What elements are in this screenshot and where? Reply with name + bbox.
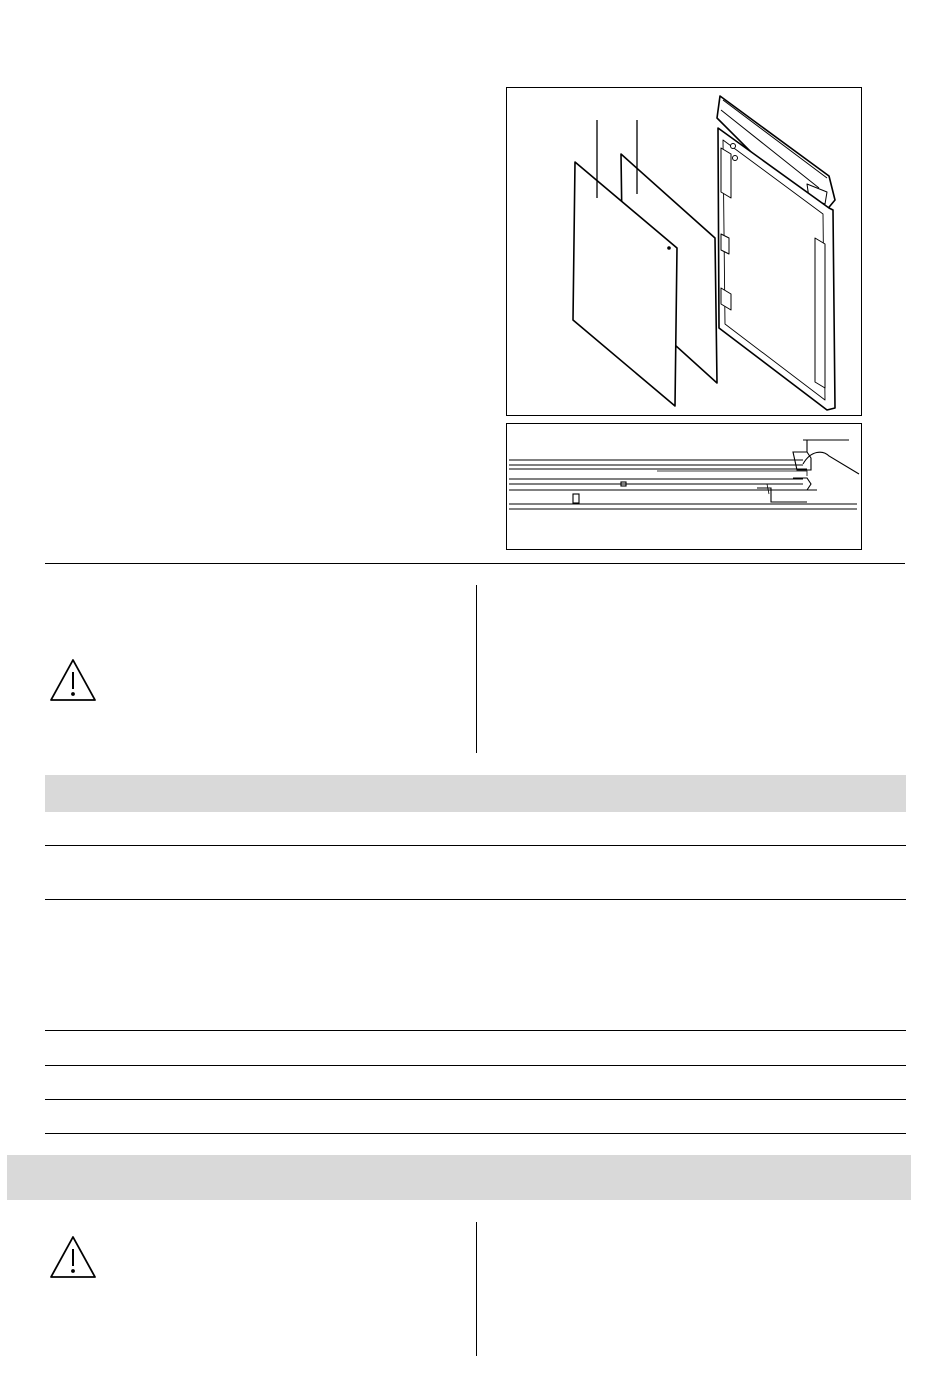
column-divider-2 <box>476 1222 477 1356</box>
section-divider-1 <box>45 563 905 564</box>
table-rule-2 <box>45 899 906 900</box>
figure-section-detail <box>506 423 862 550</box>
warning-icon <box>48 657 98 703</box>
section-detail-drawing <box>507 424 861 549</box>
warning-icon-2 <box>48 1234 98 1280</box>
section-band-2 <box>7 1155 911 1200</box>
table-rule-3 <box>45 1030 906 1031</box>
figure-exploded-view <box>506 87 862 416</box>
table-rule-4 <box>45 1065 906 1066</box>
table-rule-6 <box>45 1133 906 1134</box>
exploded-view-drawing <box>507 88 861 415</box>
column-divider-1 <box>476 585 477 753</box>
section-band-1 <box>45 775 906 812</box>
table-rule-1 <box>45 845 906 846</box>
table-rule-5 <box>45 1099 906 1100</box>
